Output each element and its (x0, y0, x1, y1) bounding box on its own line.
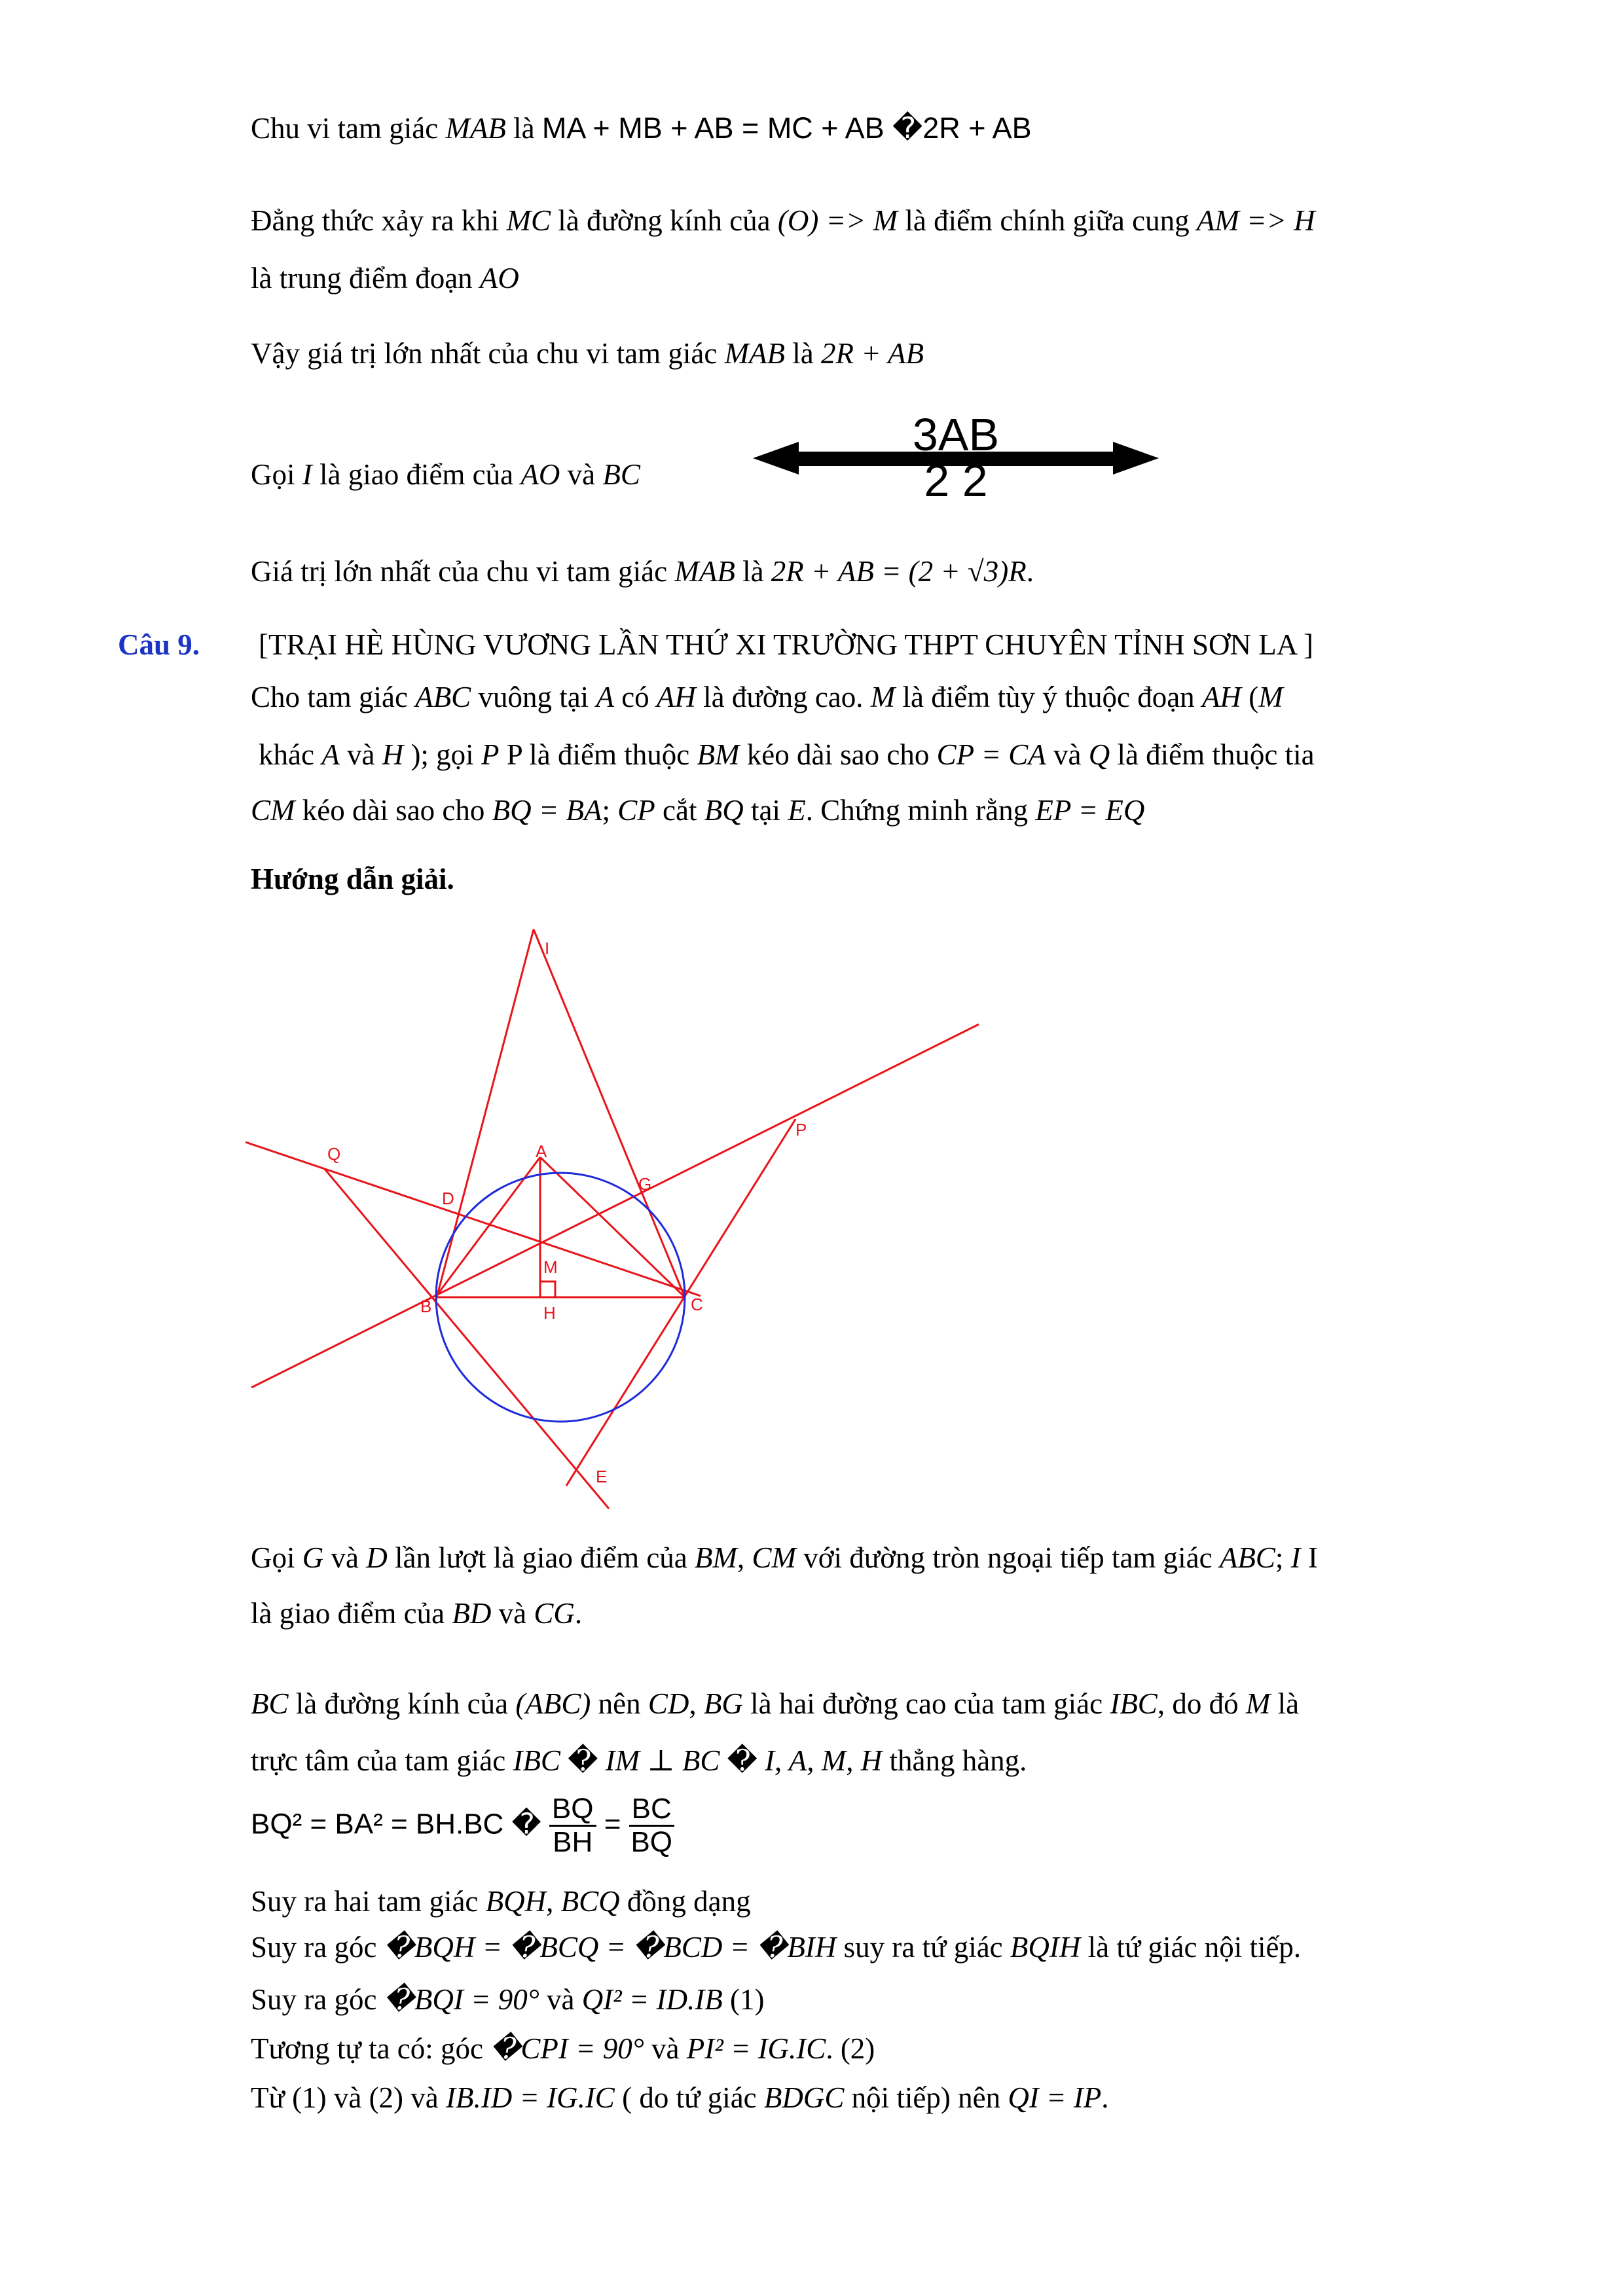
math-expression: AM (1196, 204, 1239, 237)
line-qe (324, 1168, 609, 1509)
math-expression: CM (251, 794, 295, 827)
math-expression: QI² = ID.IB (581, 1983, 723, 2016)
text-run: và (339, 738, 382, 771)
label-g: G (638, 1174, 652, 1194)
line-cyclic-quad (251, 1931, 1301, 1965)
math-expression: CG (534, 1597, 575, 1630)
math-expression: A (596, 681, 614, 713)
math-expression: BC (602, 458, 640, 491)
math-expression: M (1245, 1687, 1271, 1720)
line-angle-bqi (251, 1983, 764, 2017)
eq-den-2: BQ (630, 1826, 673, 1859)
text-run: và (539, 1983, 582, 2016)
math-expression: (O) (777, 204, 819, 237)
math-expression: �BQI = 90° (384, 1983, 539, 2016)
text-run: là trung điểm đoạn (251, 262, 480, 295)
text-run: là đường kính của (288, 1687, 516, 1720)
math-expression: BQH (485, 1885, 547, 1918)
math-expression: BQ (704, 794, 744, 827)
problem-line-2 (259, 738, 1315, 772)
text-run: , do đó (1157, 1687, 1246, 1720)
line-equality-condition (251, 204, 1315, 238)
text-run: đồng dạng (619, 1885, 751, 1918)
math-expression: IM ⊥ BC (605, 1744, 720, 1777)
math-expression: AH (656, 681, 696, 713)
text-run: Cho tam giác (251, 681, 416, 713)
line-angle-cpi (251, 2032, 875, 2066)
math-expression: 2R + AB = (2 + √3)R (771, 555, 1027, 588)
math-expression: 2R + AB (821, 337, 924, 370)
text-run: là giao điểm của (312, 458, 521, 491)
equation-bq-squared (251, 1793, 674, 1859)
label-i: I (545, 939, 550, 958)
text-run: có (613, 681, 657, 713)
question-label: Câu 9. (118, 628, 200, 661)
eq-equals: = (604, 1808, 621, 1840)
right-angle-marker (540, 1282, 555, 1297)
line-max-value (251, 337, 924, 371)
math-expression: I, A, M, H (765, 1744, 883, 1777)
math-expression: BDGC (763, 2081, 845, 2114)
question-title: [TRẠI HÈ HÙNG VƯƠNG LẦN THỨ XI TRƯỜNG THPT CHUYÊN TỈNH SƠN LA ] (259, 628, 1313, 661)
label-b: B (420, 1297, 432, 1316)
math-expression: BQIH (1010, 1931, 1081, 1964)
math-expression: AO (479, 262, 519, 295)
text-run: tại (743, 794, 788, 827)
math-expression: BM (697, 738, 740, 771)
math-expression: �CPI = 90° (490, 2032, 644, 2065)
line-orthocenter (251, 1744, 1027, 1778)
line-max-value-result (251, 555, 1034, 589)
line-define-i (251, 1597, 582, 1631)
geometry-figure (242, 910, 1015, 1512)
math-expression: IBC (513, 1744, 560, 1777)
text-run: vuông tại (471, 681, 596, 713)
math-expression: G (302, 1541, 324, 1574)
math-expression: Q (1088, 738, 1110, 771)
text-run: trực tâm của tam giác (251, 1744, 513, 1777)
text-run: Suy ra hai tam giác (251, 1885, 486, 1918)
eq-den-1: BH (553, 1826, 593, 1859)
math-expression: A (321, 738, 340, 771)
text-run: � (560, 1744, 606, 1777)
math-expression: CP (617, 794, 655, 827)
text-run: là điểm tùy ý thuộc đoạn (895, 681, 1202, 713)
garbled-top: 3AB (912, 412, 1000, 460)
line-ib (435, 929, 534, 1302)
math-expression: D (366, 1541, 388, 1574)
text-run: Tương tự ta có: góc (251, 2032, 491, 2065)
figure-lines (246, 929, 979, 1509)
text-run: P là điểm thuộc (499, 738, 697, 771)
text-run: Chu vi tam giác (251, 112, 446, 145)
math-expression: AO (520, 458, 560, 491)
math-expression: CM (752, 1541, 797, 1574)
line-pe (566, 1119, 795, 1486)
eq-fraction-2 (629, 1793, 674, 1859)
text-run: và (323, 1541, 367, 1574)
text-run: với đường tròn ngoại tiếp tam giác (796, 1541, 1220, 1574)
text-run: , (737, 1541, 752, 1574)
math-expression: QI = IP (1008, 2081, 1102, 2114)
garbled-arrow-right (1113, 442, 1159, 475)
math-expression: PI² = IG.IC (686, 2032, 826, 2065)
text-run: suy ra tứ giác (836, 1931, 1010, 1964)
text-run: ; (602, 794, 618, 827)
text-run: Từ (1) và (2) và (251, 2081, 447, 2114)
line-define-g-d (251, 1541, 1318, 1575)
text-run: kéo dài sao cho (739, 738, 937, 771)
line-cm-extended (246, 1142, 701, 1296)
text-run: Đẳng thức xảy ra khi (251, 204, 507, 237)
math-expression: (ABC) (515, 1687, 591, 1720)
text-run: Vậy giá trị lớn nhất của chu vi tam giác (251, 337, 725, 370)
math-expression: CP = CA (936, 738, 1046, 771)
garbled-arrow-left (753, 442, 799, 475)
label-d: D (442, 1189, 454, 1208)
math-expression: IBC (1110, 1687, 1158, 1720)
line-conclusion (251, 2081, 1108, 2115)
math-expression: M (873, 204, 898, 237)
text-run: Gọi (251, 458, 302, 491)
text-run: , (546, 1885, 561, 1918)
math-expression: => (818, 204, 873, 237)
text-run: . (2) (826, 2032, 875, 2065)
text-run: khác (259, 738, 322, 771)
line-ic (534, 929, 685, 1297)
problem-line-3 (251, 794, 1144, 828)
garbled-formula-graphic (740, 412, 1172, 497)
text-run: nên (591, 1687, 648, 1720)
text-run: � (720, 1744, 765, 1777)
math-expression: M (870, 681, 896, 713)
eq-num-1: BQ (549, 1793, 596, 1827)
text-run: I (1300, 1541, 1318, 1574)
text-run: và (1046, 738, 1089, 771)
math-expression: I (1290, 1541, 1301, 1574)
text-run: Suy ra góc (251, 1983, 384, 2016)
figure-labels (327, 939, 807, 1486)
label-p: P (795, 1120, 807, 1139)
text-run: cắt (655, 794, 704, 827)
label-a: A (536, 1141, 547, 1161)
math-expression: EP = EQ (1035, 794, 1145, 827)
label-c: C (691, 1295, 703, 1314)
math-expression: CD (647, 1687, 689, 1720)
text-run: . (1101, 2081, 1109, 2114)
problem-line-1 (251, 681, 1283, 715)
text-run: là đường cao. (695, 681, 871, 713)
text-run: Gọi (251, 1541, 302, 1574)
text-run: lần lượt là giao điểm của (387, 1541, 695, 1574)
text-run: và (560, 458, 603, 491)
math-expression: ABC (1219, 1541, 1275, 1574)
text-run: là đường kính của (551, 204, 778, 237)
text-run: kéo dài sao cho (295, 794, 492, 827)
line-similar-triangles (251, 1885, 751, 1919)
text-run: là giao điểm của (251, 1597, 452, 1630)
math-expression: H (1294, 204, 1315, 237)
label-e: E (596, 1467, 608, 1486)
text-run: , (689, 1687, 704, 1720)
text-run: là tứ giác nội tiếp. (1080, 1931, 1302, 1964)
text-run: ; (1275, 1541, 1291, 1574)
solution-heading: Hướng dẫn giải. (251, 863, 454, 895)
math-expression: BM (695, 1541, 738, 1574)
math-expression: MAB (445, 112, 506, 145)
math-expression: BQ = BA (492, 794, 602, 827)
text-run: là (505, 112, 542, 145)
math-expression: P (481, 738, 500, 771)
eq-num-2: BC (629, 1793, 674, 1827)
line-midpoint (251, 262, 519, 296)
text-run: là (735, 555, 771, 588)
math-expression: IB.ID = IG.IC (446, 2081, 615, 2114)
math-expression: M (1258, 681, 1283, 713)
math-expression: MAB (674, 555, 735, 588)
math-expression: I (302, 458, 312, 491)
line-bm-extended (251, 1024, 979, 1388)
math-expression: MAB (724, 337, 786, 370)
eq-lhs: BQ² = BA² = BH.BC � (251, 1808, 541, 1840)
math-expression: => (1239, 204, 1294, 237)
math-expression: BCQ (560, 1885, 620, 1918)
line-intersection-i (251, 458, 640, 492)
math-expression: H (382, 738, 404, 771)
math-expression: MC (506, 204, 551, 237)
text-run: . Chứng minh rằng (805, 794, 1036, 827)
text-run: và (644, 2032, 687, 2065)
label-q: Q (327, 1144, 341, 1164)
text-run: . (1026, 555, 1034, 588)
math-expression: MA + MB + AB = MC + AB �2R + AB (541, 111, 1032, 145)
eq-fraction-1 (549, 1793, 596, 1859)
math-expression: E (788, 794, 806, 827)
math-expression: AH (1201, 681, 1241, 713)
text-run: là hai đường cao của tam giác (742, 1687, 1110, 1720)
label-m: M (543, 1257, 558, 1277)
math-expression: BD (452, 1597, 492, 1630)
text-run: là (785, 337, 822, 370)
garbled-bottom: 2 2 (924, 455, 988, 497)
text-run: là điểm thuộc tia (1110, 738, 1315, 771)
text-run: nội tiếp) nên (844, 2081, 1008, 2114)
text-run: là (1270, 1687, 1300, 1720)
math-expression: BC (251, 1687, 289, 1720)
label-h: H (543, 1303, 556, 1323)
text-run: ( do tứ giác (614, 2081, 764, 2114)
text-run: và (491, 1597, 534, 1630)
text-run: Suy ra góc (251, 1931, 384, 1964)
text-run: là điểm chính giữa cung (898, 204, 1197, 237)
math-expression: BG (703, 1687, 743, 1720)
math-expression: ABC (415, 681, 471, 713)
text-run: . (574, 1597, 583, 1630)
line-bc-diameter (251, 1687, 1299, 1721)
line-perimeter (251, 111, 1032, 146)
text-run: ( (1241, 681, 1259, 713)
garbled-formula (740, 412, 1172, 497)
text-run: thẳng hàng. (882, 1744, 1027, 1777)
math-expression: �BQH = �BCQ = �BCD = �BIH (384, 1931, 837, 1964)
text-run: Giá trị lớn nhất của chu vi tam giác (251, 555, 675, 588)
text-run: ); gọi (403, 738, 481, 771)
text-run: (1) (722, 1983, 765, 2016)
